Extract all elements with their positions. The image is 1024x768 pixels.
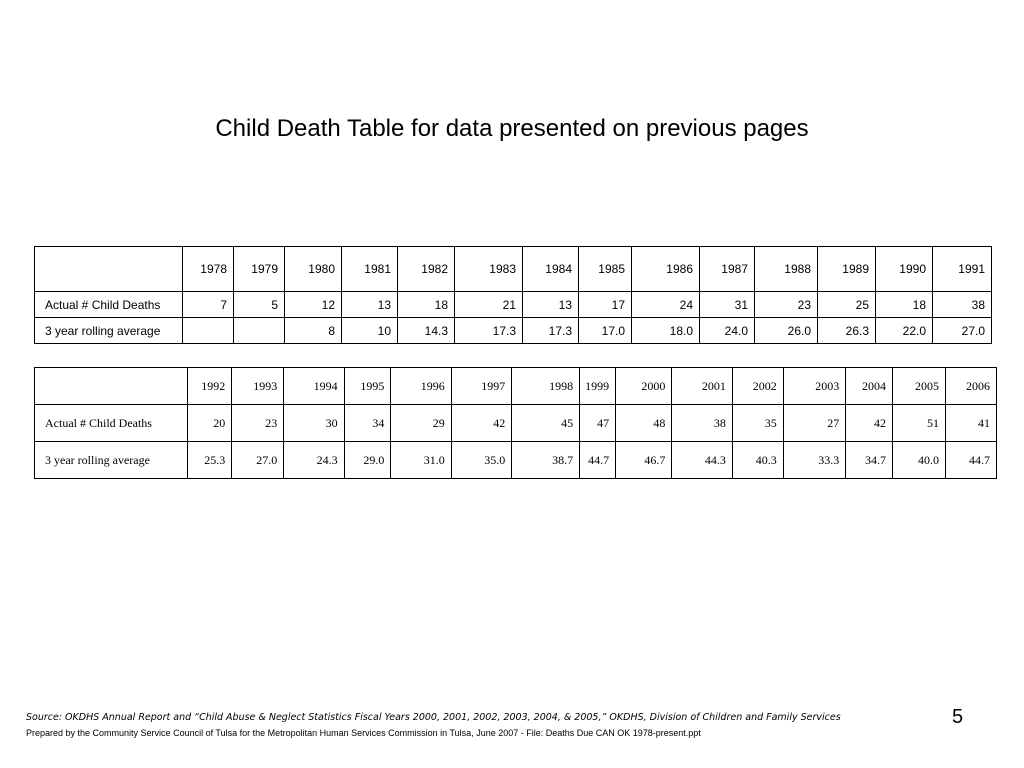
value-cell: 41 [945,405,996,442]
child-death-table-1978-1991 [34,246,992,344]
value-cell: 13 [342,292,398,318]
value-cell: 14.3 [398,318,455,344]
value-cell: 34 [344,405,391,442]
row-label: Actual # Child Deaths [35,292,183,318]
value-cell: 7 [183,292,234,318]
value-cell: 25 [818,292,876,318]
value-cell: 21 [455,292,523,318]
year-cell: 2006 [945,368,996,405]
row-label: 3 year rolling average [35,442,188,479]
value-cell: 40.3 [732,442,783,479]
year-cell: 1994 [284,368,344,405]
value-cell: 34.7 [846,442,893,479]
value-cell: 35.0 [451,442,511,479]
value-cell: 12 [285,292,342,318]
value-cell: 29 [391,405,451,442]
value-cell: 31.0 [391,442,451,479]
value-cell: 47 [580,405,616,442]
value-cell: 33.3 [783,442,846,479]
year-cell: 1997 [451,368,511,405]
value-cell: 24.3 [284,442,344,479]
value-cell: 38 [672,405,732,442]
year-cell: 1985 [579,247,632,292]
rolling-average-row [35,318,992,344]
prepared-by-note: Prepared by the Community Service Council of Tulsa for the Metropolitan Human Services Commission in Tulsa, June 2007 - File: Deaths Due CAN OK 1978-present.ppt [26,728,701,738]
year-cell: 1995 [344,368,391,405]
value-cell: 18 [398,292,455,318]
header-blank-cell [35,247,183,292]
value-cell: 27.0 [232,442,284,479]
value-cell: 13 [523,292,579,318]
value-cell: 10 [342,318,398,344]
value-cell: 22.0 [876,318,933,344]
actual-deaths-row [35,405,997,442]
year-cell: 1993 [232,368,284,405]
header-blank-cell [35,368,188,405]
year-cell: 1998 [512,368,580,405]
child-death-table-1992-2006 [34,367,997,479]
value-cell: 42 [846,405,893,442]
value-cell: 17.0 [579,318,632,344]
value-cell: 44.3 [672,442,732,479]
value-cell: 38.7 [512,442,580,479]
year-cell: 1988 [755,247,818,292]
value-cell: 44.7 [580,442,616,479]
value-cell: 44.7 [945,442,996,479]
year-cell: 1990 [876,247,933,292]
value-cell: 45 [512,405,580,442]
year-cell: 2005 [892,368,945,405]
value-cell: 29.0 [344,442,391,479]
value-cell: 48 [616,405,672,442]
year-cell: 2004 [846,368,893,405]
value-cell: 35 [732,405,783,442]
year-cell: 1992 [187,368,232,405]
value-cell: 23 [232,405,284,442]
year-cell: 1986 [632,247,700,292]
value-cell: 46.7 [616,442,672,479]
year-cell: 1996 [391,368,451,405]
year-cell: 1982 [398,247,455,292]
year-cell: 1991 [933,247,992,292]
value-cell: 26.0 [755,318,818,344]
year-cell: 2001 [672,368,732,405]
year-cell: 1978 [183,247,234,292]
value-cell: 17 [579,292,632,318]
value-cell [234,318,285,344]
source-note: Source: OKDHS Annual Report and “Child Abuse & Neglect Statistics Fiscal Years 2000, 2001, 2002, 2003, 2004, & 2005,” OKDHS, Division of Children and Family Services [26,712,841,723]
year-header-row [35,368,997,405]
year-cell: 1984 [523,247,579,292]
page-title: Child Death Table for data presented on previous pages [215,115,809,142]
page-number: 5 [952,706,964,728]
value-cell: 27.0 [933,318,992,344]
value-cell: 23 [755,292,818,318]
value-cell: 17.3 [455,318,523,344]
year-cell: 2000 [616,368,672,405]
year-cell: 1989 [818,247,876,292]
value-cell: 42 [451,405,511,442]
actual-deaths-row [35,292,992,318]
row-label: 3 year rolling average [35,318,183,344]
year-cell: 1981 [342,247,398,292]
rolling-average-row [35,442,997,479]
value-cell: 5 [234,292,285,318]
year-header-row [35,247,992,292]
value-cell: 18.0 [632,318,700,344]
value-cell: 25.3 [187,442,232,479]
value-cell: 20 [187,405,232,442]
year-cell: 1983 [455,247,523,292]
year-cell: 1987 [700,247,755,292]
value-cell [183,318,234,344]
year-cell: 2002 [732,368,783,405]
year-cell: 1979 [234,247,285,292]
year-cell: 2003 [783,368,846,405]
value-cell: 17.3 [523,318,579,344]
value-cell: 31 [700,292,755,318]
value-cell: 18 [876,292,933,318]
row-label: Actual # Child Deaths [35,405,188,442]
value-cell: 26.3 [818,318,876,344]
value-cell: 40.0 [892,442,945,479]
value-cell: 38 [933,292,992,318]
value-cell: 27 [783,405,846,442]
value-cell: 24.0 [700,318,755,344]
value-cell: 24 [632,292,700,318]
value-cell: 30 [284,405,344,442]
value-cell: 51 [892,405,945,442]
value-cell: 8 [285,318,342,344]
year-cell: 1980 [285,247,342,292]
year-cell: 1999 [580,368,616,405]
